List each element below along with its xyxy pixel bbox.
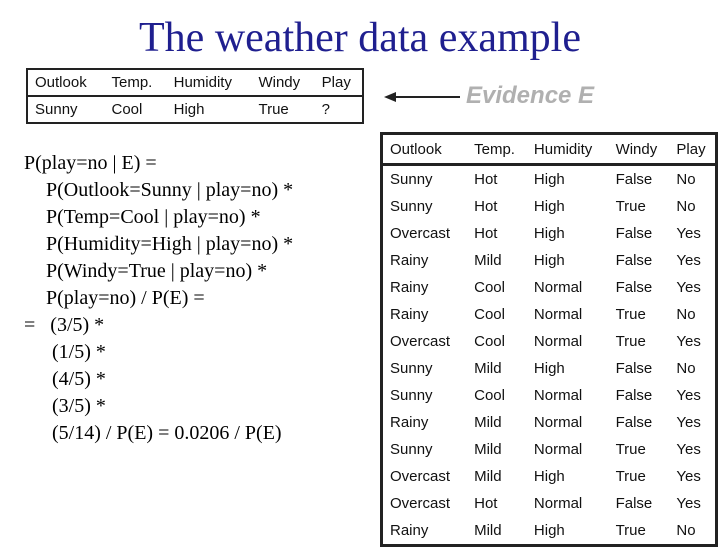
cell-outlook: Rainy bbox=[390, 279, 429, 296]
cell-play: Yes bbox=[676, 414, 701, 431]
table-row bbox=[382, 301, 717, 328]
cell-humidity: Normal bbox=[533, 306, 583, 323]
formula-line: P(Outlook=Sunny | play=no) * bbox=[46, 179, 294, 201]
cell-humidity: Normal bbox=[533, 495, 583, 512]
cell-windy: True bbox=[615, 333, 646, 350]
data-header-play: Play bbox=[669, 134, 716, 165]
cell-temp: Hot bbox=[474, 171, 498, 188]
table-row bbox=[382, 247, 717, 274]
data-header-temp: Temp. bbox=[467, 134, 527, 165]
cell-humidity: High bbox=[533, 171, 565, 188]
cell-temp: Hot bbox=[474, 225, 498, 242]
cell-outlook: Rainy bbox=[390, 306, 429, 323]
table-row bbox=[382, 355, 717, 382]
table-row bbox=[382, 165, 717, 194]
cell-humidity: Normal bbox=[533, 414, 583, 431]
cell-play: Yes bbox=[676, 252, 701, 269]
formula-line: P(play=no | E) = bbox=[24, 152, 157, 174]
cell-outlook: Overcast bbox=[390, 495, 451, 512]
cell-windy: True bbox=[615, 468, 646, 485]
cell-temp: Mild bbox=[474, 360, 502, 377]
page-title: The weather data example bbox=[139, 15, 581, 61]
evidence-header-windy: Windy bbox=[258, 74, 301, 91]
cell-humidity: High bbox=[533, 252, 565, 269]
data-header-windy: Windy bbox=[609, 134, 670, 165]
table-row bbox=[382, 490, 717, 517]
cell-temp: Mild bbox=[474, 522, 502, 539]
cell-play: No bbox=[676, 198, 696, 215]
data-header-outlook: Outlook bbox=[382, 134, 468, 165]
table-row bbox=[382, 328, 717, 355]
table-row bbox=[382, 463, 717, 490]
evidence-cell-outlook: Sunny bbox=[35, 101, 78, 118]
cell-humidity: Normal bbox=[533, 441, 583, 458]
cell-outlook: Sunny bbox=[390, 441, 433, 458]
evidence-row bbox=[27, 96, 363, 123]
cell-windy: False bbox=[615, 225, 653, 242]
data-header-humidity: Humidity bbox=[527, 134, 609, 165]
cell-windy: False bbox=[615, 252, 653, 269]
formula-block bbox=[24, 150, 293, 447]
cell-temp: Cool bbox=[474, 306, 505, 323]
cell-temp: Cool bbox=[474, 333, 505, 350]
cell-humidity: Normal bbox=[533, 387, 583, 404]
cell-windy: False bbox=[615, 279, 653, 296]
cell-temp: Mild bbox=[474, 414, 502, 431]
evidence-header-row bbox=[27, 69, 363, 96]
evidence-table bbox=[26, 68, 364, 124]
cell-humidity: High bbox=[533, 522, 565, 539]
formula-line: (3/5) * bbox=[52, 395, 106, 417]
formula-line: P(Temp=Cool | play=no) * bbox=[46, 206, 261, 228]
cell-outlook: Sunny bbox=[390, 198, 433, 215]
evidence-label: Evidence E bbox=[466, 82, 595, 109]
cell-humidity: High bbox=[533, 360, 565, 377]
weather-data-table bbox=[380, 132, 718, 547]
formula-line: = (3/5) * bbox=[24, 314, 105, 336]
evidence-cell-play: ? bbox=[321, 101, 331, 118]
formula-line: P(Humidity=High | play=no) * bbox=[46, 233, 294, 255]
cell-outlook: Overcast bbox=[390, 333, 451, 350]
formula-line: P(Windy=True | play=no) * bbox=[46, 260, 268, 282]
cell-outlook: Rainy bbox=[390, 414, 429, 431]
cell-windy: True bbox=[615, 198, 646, 215]
cell-play: Yes bbox=[676, 495, 701, 512]
cell-outlook: Sunny bbox=[390, 360, 433, 377]
cell-temp: Hot bbox=[474, 495, 498, 512]
left-arrow-icon bbox=[384, 84, 462, 110]
cell-humidity: Normal bbox=[533, 279, 583, 296]
cell-temp: Cool bbox=[474, 279, 505, 296]
formula-line: P(play=no) / P(E) = bbox=[46, 287, 205, 309]
cell-play: No bbox=[676, 360, 696, 377]
cell-play: Yes bbox=[676, 279, 701, 296]
evidence-cell-windy: True bbox=[258, 101, 289, 118]
formula-line: (5/14) / P(E) = 0.0206 / P(E) bbox=[52, 422, 282, 444]
cell-humidity: High bbox=[533, 225, 565, 242]
cell-play: Yes bbox=[676, 441, 701, 458]
evidence-header-humidity: Humidity bbox=[173, 74, 232, 91]
cell-temp: Cool bbox=[474, 387, 505, 404]
cell-outlook: Overcast bbox=[390, 225, 451, 242]
cell-play: Yes bbox=[676, 468, 701, 485]
cell-outlook: Overcast bbox=[390, 468, 451, 485]
cell-play: No bbox=[676, 171, 696, 188]
cell-windy: True bbox=[615, 441, 646, 458]
table-row bbox=[382, 382, 717, 409]
table-row bbox=[382, 436, 717, 463]
cell-windy: False bbox=[615, 495, 653, 512]
cell-humidity: Normal bbox=[533, 333, 583, 350]
evidence-header-play: Play bbox=[321, 74, 351, 91]
cell-humidity: High bbox=[533, 198, 565, 215]
cell-temp: Mild bbox=[474, 468, 502, 485]
cell-windy: False bbox=[615, 414, 653, 431]
cell-outlook: Rainy bbox=[390, 252, 429, 269]
formula-line: (1/5) * bbox=[52, 341, 106, 363]
evidence-header-outlook: Outlook bbox=[35, 74, 87, 91]
formula-line: (4/5) * bbox=[52, 368, 106, 390]
cell-windy: False bbox=[615, 171, 653, 188]
table-row bbox=[382, 517, 717, 546]
table-row bbox=[382, 220, 717, 247]
cell-play: Yes bbox=[676, 333, 701, 350]
table-row bbox=[382, 193, 717, 220]
evidence-header-temp: Temp. bbox=[111, 74, 153, 91]
cell-windy: False bbox=[615, 387, 653, 404]
cell-outlook: Rainy bbox=[390, 522, 429, 539]
cell-play: No bbox=[676, 306, 696, 323]
cell-windy: True bbox=[615, 306, 646, 323]
cell-windy: True bbox=[615, 522, 646, 539]
cell-play: No bbox=[676, 522, 696, 539]
evidence-cell-temp: Cool bbox=[111, 101, 143, 118]
cell-humidity: High bbox=[533, 468, 565, 485]
cell-play: Yes bbox=[676, 387, 701, 404]
cell-outlook: Sunny bbox=[390, 387, 433, 404]
cell-windy: False bbox=[615, 360, 653, 377]
cell-play: Yes bbox=[676, 225, 701, 242]
cell-temp: Mild bbox=[474, 252, 502, 269]
cell-temp: Mild bbox=[474, 441, 502, 458]
table-row bbox=[382, 274, 717, 301]
evidence-cell-humidity: High bbox=[173, 101, 205, 118]
table-row bbox=[382, 409, 717, 436]
cell-outlook: Sunny bbox=[390, 171, 433, 188]
data-header-row bbox=[382, 134, 717, 165]
cell-temp: Hot bbox=[474, 198, 498, 215]
